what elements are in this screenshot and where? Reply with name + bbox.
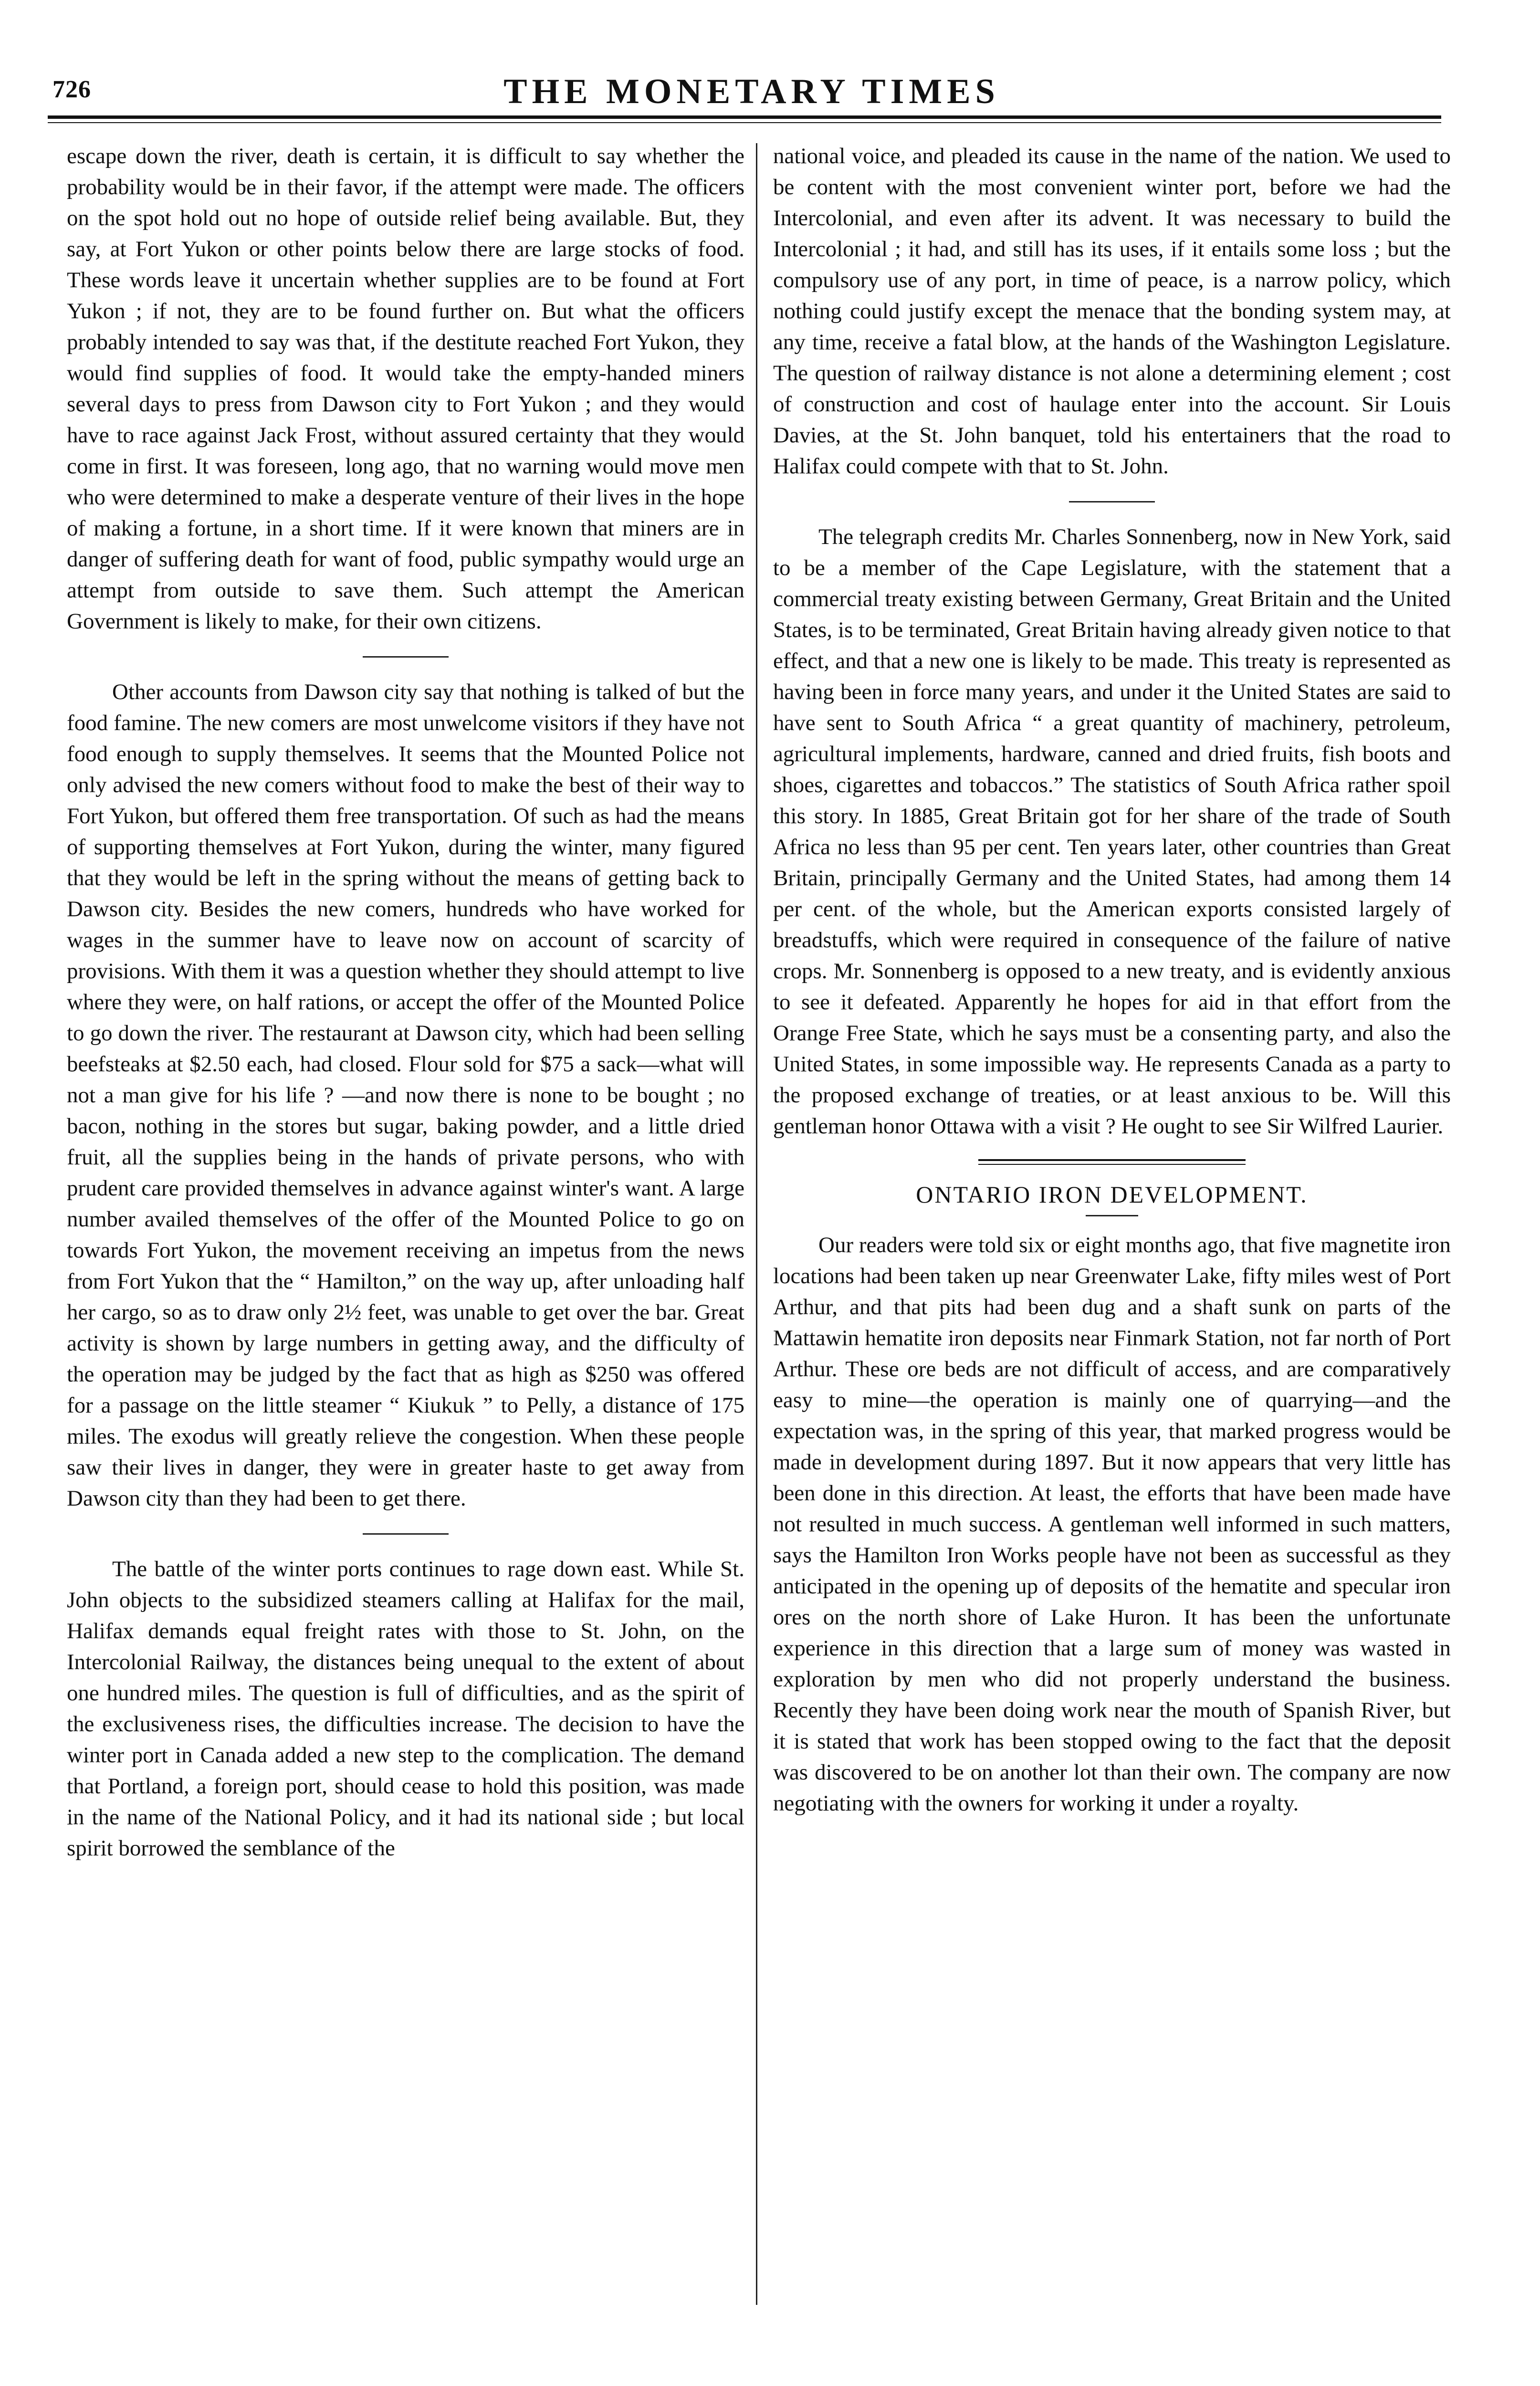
dawson-famine-paragraph: Other accounts from Dawson city say that nothing is talked of but the food famine. The new comers are most unwelcome visitors if they have not food enough to supply themselves. It seems that the Mounted Police not only advised the new comers without food to make the best of their way to Fort Yukon, but offered them free transportation. Of such as had the means of supporting themselves at Fort Yukon, during the winter, many figured that they would be left in the spring without the means of getting back to Dawson city. Besides the new comers, hundreds who have worked for wages in the summer have to leave now on account of scarcity of provisions. With them it was a question whether they should attempt to live where they were, on half rations, or accept the offer of the Mounted Police to go down the river. The restaurant at Dawson city, which had been selling beefsteaks at $2.50 each, had closed. Flour sold for $75 a sack—what will not a man give for his life ? —and now there is none to be bought ; no bacon, nothing in the stores but sugar, baking powder, and a little dried fruit, all the supplies being in the hands of private persons, who with prudent care provided themselves in advance against winter's want. A large number availed themselves of the offer of the Mounted Police to go on towards Fort Yukon, the movement receiving an impetus from the news from Fort Yukon that the “ Hamilton,” on the way up, after unloading half her cargo, so as to draw only 2½ feet, was unable to get over the bar. Great activity is shown by large numbers in getting away, and the difficulty of the operation may be judged by the fact that as high as $250 was offered for a passage on the little steamer “ Kiukuk ” to Pelly, a distance of 175 miles. The exodus will greatly relieve the congestion. When these people saw their lives in danger, they were in greater haste to get away from Dawson city than they had been to get there. [67, 680, 744, 1511]
yukon-continued-paragraph: escape down the river, death is certain, it is difficult to say whether the probability would be in their favor, if the attempt were made. The officers on the spot hold out no hope of outside relief being available. But, they say, at Fort Yukon or other points below there are large stocks of food. These words leave it uncertain whether supplies are to be found at Fort Yukon ; if not, they are to be found further on. But what the officers probably intended to say was that, if the destitute reached Fort Yukon, they would find supplies of food. It would take the empty-handed miners several days to press from Dawson city to Fort Yukon ; and they would have to race against Jack Frost, without assured certainty that they would come in first. It was foreseen, long ago, that no warning would move men who were determined to make a desperate venture of their lives in the hope of making a fortune, in a short time. If it were known that miners are in danger of suffering death for want of food, public sympathy would urge an attempt from outside to save them. Such attempt the American Government is likely to make, for their own citizens. [67, 144, 744, 634]
publication-title: THE MONETARY TIMES [503, 72, 1000, 111]
article-separator [363, 1533, 449, 1535]
page-number: 726 [52, 76, 91, 103]
winter-ports-paragraph: The battle of the winter ports continues to rage down east. While St. John objects to the subsidized steamers calling at Halifax for the mail, Halifax demands equal freight rates with those to St. John, on the Intercolonial Railway, the distances being unequal to the extent of about one hundred miles. The question is full of difficulties, and as the spirit of the exclusiveness rises, the difficulties increase. The decision to have the winter port in Canada added a new step to the complication. The demand that Portland, a foreign port, should cease to hold this position, was made in the name of the National Policy, and it had its national side ; but local spirit borrowed the semblance of the [67, 1557, 744, 1861]
page-header [52, 72, 1451, 115]
article-separator [363, 656, 449, 658]
left-column [67, 141, 744, 1864]
article-separator [1069, 501, 1155, 502]
sonnenberg-treaty-paragraph: The telegraph credits Mr. Charles Sonnenberg, now in New York, said to be a member of the Cape Legislature, with the statement that a commercial treaty existing between Germany, Great Britain and the United States, is to be terminated, Great Britain having already given notice to that effect, and that a new one is likely to be made. This treaty is represented as having been in force many years, and under it the United States are said to have sent to South Africa “ a great quantity of machinery, petroleum, agricultural implements, hardware, canned and dried fruits, fish boots and shoes, cigarettes and tobaccos.” The statistics of South Africa rather spoil this story. In 1885, Great Britain got for her share of the trade of South Africa no less than 95 per cent. Ten years later, other countries than Great Britain, principally Germany and the United States, had among them 14 per cent. of the whole, but the American exports consisted largely of breadstuffs, which were required in consequence of the failure of native crops. Mr. Sonnenberg is opposed to a new treaty, and is evidently anxious to see it defeated. Apparently he hopes for aid in that effort from the Orange Free State, which he says must be a consenting party, and also the United States, in some impossible way. He represents Canada as a party to the proposed exchange of treaties, or at least anxious to be. Will this gentleman honor Ottawa with a visit ? He ought to see Sir Wilfred Laurier. [773, 524, 1451, 1139]
right-column [773, 141, 1451, 1819]
section-double-rule [978, 1159, 1246, 1165]
header-rule [48, 115, 1441, 119]
winter-ports-continued-paragraph: national voice, and pleaded its cause in the name of the nation. We used to be content with the most convenient winter port, before we had the Intercolonial, and even after its advent. It was necessary to build the Intercolonial ; it had, and still has its uses, if it entails some loss ; but the compulsory use of any port, in time of peace, is a narrow policy, which nothing could justify except the menace that the bonding system may, at any time, receive a fatal blow, at the hands of the Washington Legislature. The question of railway distance is not alone a determining element ; cost of construction and cost of haulage enter into the account. Sir Louis Davies, at the St. John banquet, told his entertainers that the road to Halifax could compete with that to St. John. [773, 144, 1451, 479]
section-title: ONTARIO IRON DEVELOPMENT. [916, 1181, 1308, 1208]
iron-development-paragraph: Our readers were told six or eight months ago, that five magnetite iron locations had been taken up near Greenwater Lake, fifty miles west of Port Arthur, and that pits had been dug and a shaft sunk on parts of the Mattawin hematite iron deposits near Finmark Station, not far north of Port Arthur. These ore beds are not difficult of access, and are comparatively easy to mine—the operation is mainly one of quarrying—and the expectation was, in the spring of this year, that marked progress would be made in development during 1897. But it now appears that very little has been done in this direction. At least, the efforts that have been made have not resulted in much success. A gentleman well informed in such matters, says the Hamilton Iron Works people have not been as successful as they anticipated in the opening up of deposits of the hematite and specular iron ores on the north shore of Lake Huron. It has been the unfortunate experience in this direction that a large sum of money was wasted in exploration by men who did not properly understand the business. Recently they have been doing work near the mouth of Spanish River, but it is stated that work has been stopped owing to the fact that the deposit was discovered to be on another lot than their own. The company are now negotiating with the owners for working it under a royalty. [773, 1233, 1451, 1816]
header-rule-thin [48, 122, 1441, 123]
column-divider [756, 143, 757, 2305]
title-underline [1086, 1215, 1138, 1216]
